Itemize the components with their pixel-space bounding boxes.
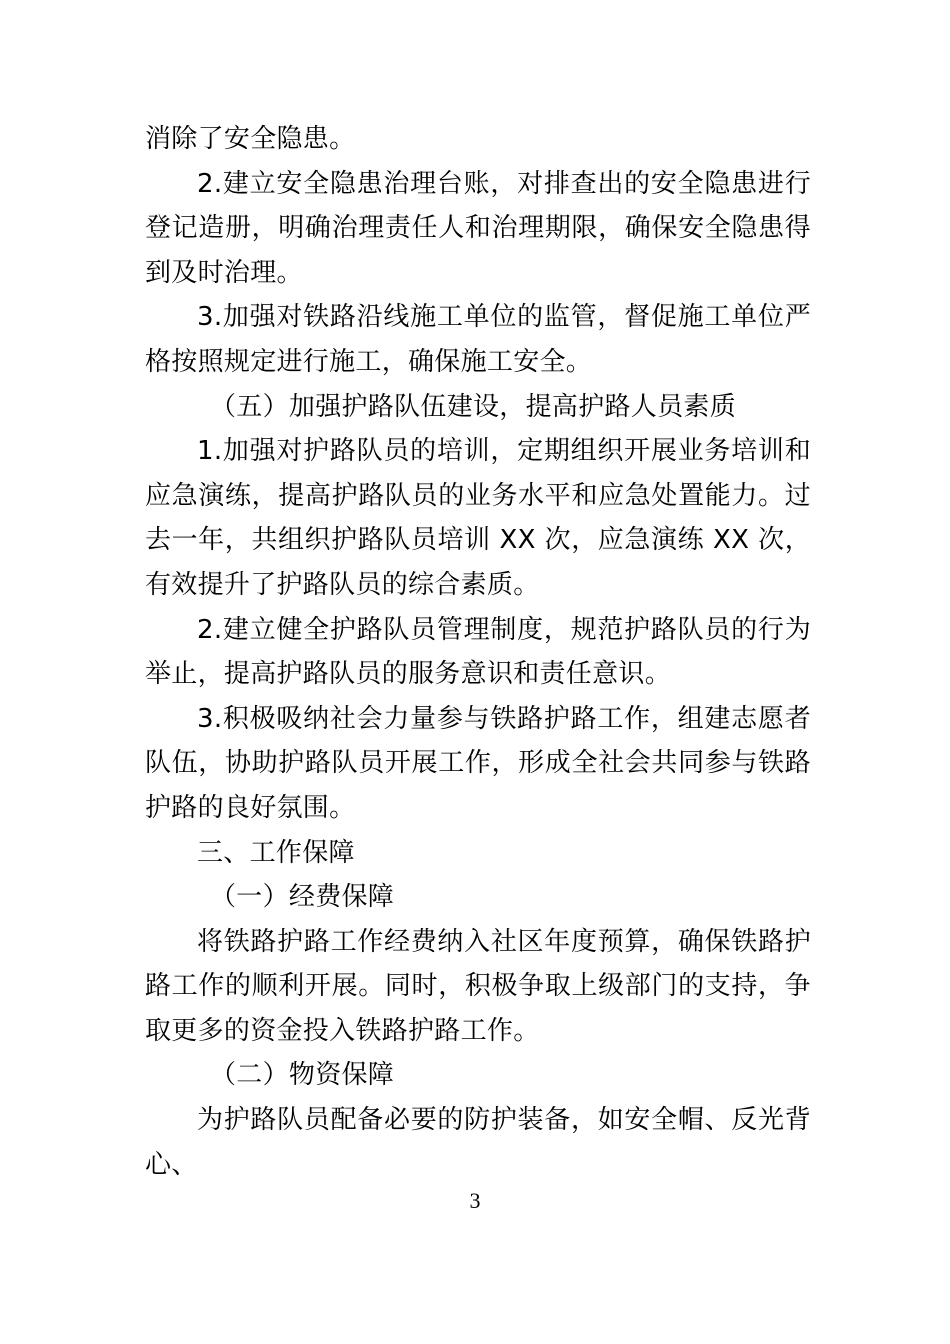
section-heading-team-building: （五）加强护路队伍建设，提高护路人员素质 xyxy=(210,391,737,422)
paragraph-item-3-volunteers: 3.积极吸纳社会力量参与铁路护路工作，组建志愿者队伍，协助护路队员开展工作，形成全社会共同参与铁路护路的良好氛围。 xyxy=(145,703,811,823)
section-heading-funding: （一）经费保障 xyxy=(210,882,395,913)
paragraph-continuation: 消除了安全隐患。 xyxy=(145,124,356,154)
paragraph-funding: 将铁路护路工作经费纳入社区年度预算，确保铁路护路工作的顺利开展。同时，积极争取上级部门的支持，争取更多的资金投入铁路护路工作。 xyxy=(145,926,811,1046)
paragraph-item-1-training: 1.加强对护路队员的培训，定期组织开展业务培训和应急演练，提高护路队员的业务水平和应急处置能力。过去一年，共组织护路队员培训 XX 次，应急演练 XX 次，有效提升了护路队员的综合素质。 xyxy=(145,436,811,600)
paragraph-item-3-supervision: 3.加强对铁路沿线施工单位的监管，督促施工单位严格按照规定进行施工，确保施工安全。 xyxy=(145,302,811,377)
paragraph-materials: 为护路队员配备必要的防护装备，如安全帽、反光背心、 xyxy=(145,1105,811,1180)
section-heading-materials: （二）物资保障 xyxy=(210,1060,395,1091)
paragraph-item-2-ledger: 2.建立安全隐患治理台账，对排查出的安全隐患进行登记造册，明确治理责任人和治理期限，确保安全隐患得到及时治理。 xyxy=(145,168,811,288)
page-number: 3 xyxy=(469,1188,481,1213)
chapter-heading-work-guarantee: 三、工作保障 xyxy=(197,837,355,868)
paragraph-item-2-management: 2.建立健全护路队员管理制度，规范护路队员的行为举止，提高护路队员的服务意识和责任意识。 xyxy=(145,614,811,690)
document-body xyxy=(145,117,811,1187)
